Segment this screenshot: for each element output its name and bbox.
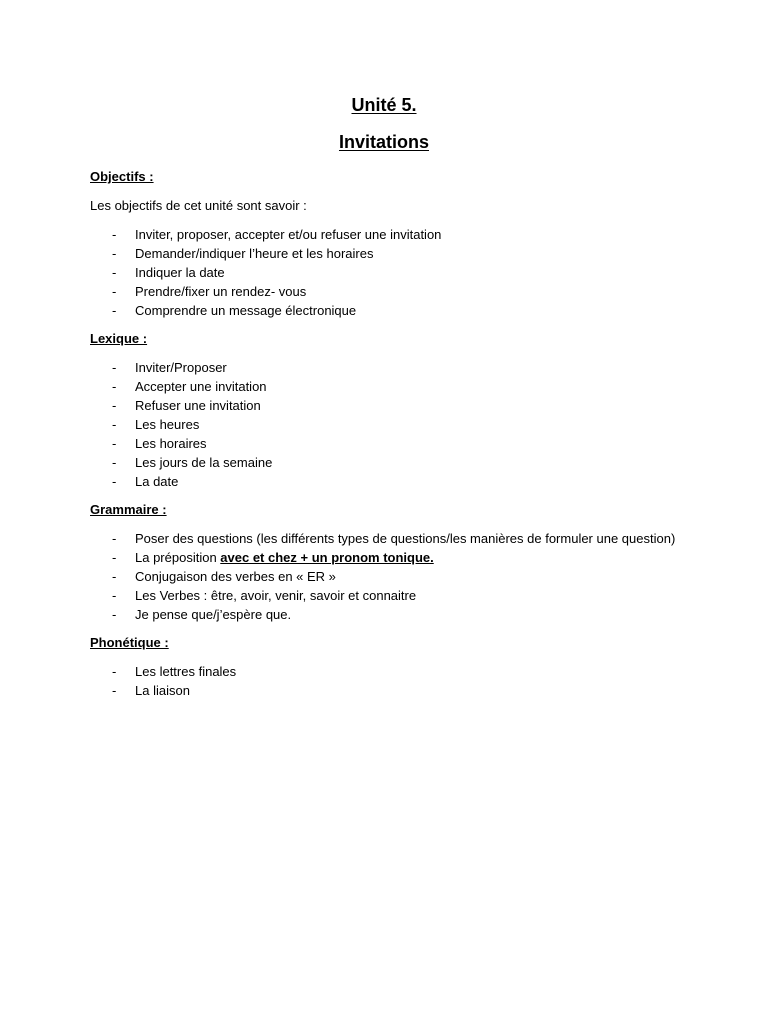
list-item-text: Les lettres finales — [135, 664, 237, 679]
unit-subtitle: Invitations — [338, 132, 429, 152]
bullet-dash: - — [112, 379, 117, 394]
list-item-text: La liaison — [135, 683, 190, 698]
list-item-text: Conjugaison des verbes en « ER » — [135, 569, 336, 584]
list-item-text: Poser des questions (les différents types de questions/les manières de formuler une question) — [135, 531, 676, 546]
bullet-dash: - — [112, 683, 117, 698]
list-item-text: Les heures — [135, 417, 200, 432]
list-item-text: La préposition — [135, 550, 221, 565]
section-heading-objectifs: Objectifs : — [90, 169, 154, 184]
bullet-dash: - — [112, 303, 117, 318]
bullet-dash: - — [112, 607, 117, 622]
list-item-text: Comprendre un message électronique — [135, 303, 357, 318]
list-item-text: Inviter/Proposer — [135, 360, 227, 375]
bullet-dash: - — [112, 436, 117, 451]
bullet-dash: - — [112, 550, 117, 565]
list-item-text: Les horaires — [135, 436, 207, 451]
bullet-dash: - — [112, 588, 117, 603]
objectifs-intro: Les objectifs de cet unité sont savoir : — [90, 198, 307, 213]
bullet-dash: - — [112, 455, 117, 470]
list-item-text: La date — [135, 474, 179, 489]
bullet-dash: - — [112, 474, 117, 489]
list-item-text-composite — [135, 548, 434, 567]
list-item-text: Prendre/fixer un rendez- vous — [135, 284, 307, 299]
unit-title: Unité 5. — [351, 95, 417, 115]
bullet-dash: - — [112, 284, 117, 299]
bullet-dash: - — [112, 360, 117, 375]
list-item-text: Refuser une invitation — [135, 398, 261, 413]
section-heading-lexique: Lexique : — [90, 331, 148, 346]
bullet-dash: - — [112, 246, 117, 261]
list-item-text: Les jours de la semaine — [135, 455, 273, 470]
bullet-dash: - — [112, 531, 117, 546]
bullet-dash: - — [112, 664, 117, 679]
list-item-text: Demander/indiquer l’heure et les horaires — [135, 246, 374, 261]
list-item-text: Inviter, proposer, accepter et/ou refuser une invitation — [135, 227, 442, 242]
emphasized-text: avec et chez + un pronom tonique. — [220, 550, 434, 565]
list-item-text: Accepter une invitation — [135, 379, 267, 394]
list-item-text: Les Verbes : être, avoir, venir, savoir et connaitre — [135, 588, 417, 603]
section-heading-phonetique: Phonétique : — [90, 635, 169, 650]
list-item-text: Je pense que/j’espère que. — [135, 607, 292, 622]
list-item-text: Indiquer la date — [135, 265, 225, 280]
bullet-dash: - — [112, 265, 117, 280]
bullet-dash: - — [112, 569, 117, 584]
bullet-dash: - — [112, 417, 117, 432]
bullet-dash: - — [112, 398, 117, 413]
section-heading-grammaire: Grammaire : — [90, 502, 167, 517]
bullet-dash: - — [112, 227, 117, 242]
